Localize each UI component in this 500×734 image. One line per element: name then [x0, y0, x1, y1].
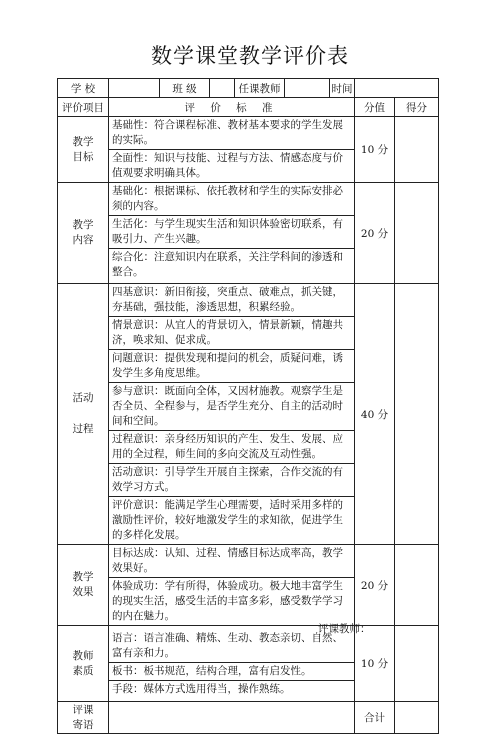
criterion: 体验成功：学有所得，体验成功。极大地丰富学生的现实生活，感受生活的丰富多彩，感受数学学习的内在魅力。	[112, 580, 343, 622]
section-row-content	[58, 183, 439, 284]
school-field[interactable]	[109, 79, 160, 98]
col-score-header: 分值	[355, 98, 395, 117]
teacher-field[interactable]	[285, 79, 330, 98]
criterion: 活动意识：引导学生开展自主探索，合作交流的有效学习方式。	[109, 464, 354, 497]
section-points-field[interactable]	[395, 183, 439, 284]
section-score: 20 分	[355, 183, 395, 284]
criterion: 板书：板书规范，结构合理，富有启发性。	[109, 662, 354, 680]
criterion: 生活化：与学生现实生活和知识体验密切联系，有吸引力、产生兴趣。	[109, 216, 354, 249]
section-score: 40 分	[355, 284, 395, 545]
criteria-cell	[109, 545, 355, 626]
page-title: 数学课堂教学评价表	[151, 44, 349, 68]
criterion: 参与意识：既面向全体，又因材施教。观察学生是否全员、全程参与，是否学生充分、自主的活动时间和空间。	[109, 383, 354, 431]
teacher-label: 任课教师	[235, 79, 285, 98]
criterion: 四基意识：新旧衔接，突重点、破难点，抓关键，夯基础，强技能，渗透思想，积累经验。	[109, 284, 354, 317]
criterion: 语言：语言准确、精炼、生动、教态亲切、自然、富有亲和力。	[109, 630, 354, 663]
summary-row	[58, 702, 439, 734]
criteria-cell	[109, 626, 355, 702]
criterion: 评价意识：能满足学生心理需要，适时采用多样的激励性评价，较好地激发学生的求知欲，促进学生的多样化发展。	[112, 499, 343, 541]
section-name: 教师 素质	[58, 626, 109, 702]
section-points-field[interactable]	[395, 545, 439, 626]
section-row-teacher	[58, 626, 439, 702]
criterion: 全面性：知识与技能、过程与方法、情感态度与价值观要求明确具体。	[112, 152, 343, 179]
col-criteria-header: 评 价 标 准	[109, 98, 355, 117]
time-label: 时间	[330, 79, 355, 98]
evaluator-signature-label: 评课教师：	[318, 623, 371, 635]
col-points-header: 得分	[395, 98, 439, 117]
criterion: 过程意识：亲身经历知识的产生、发生、发展、应用的全过程，师生间的多向交流及互动性强。	[109, 431, 354, 464]
section-name: 活动 过程	[58, 284, 109, 545]
total-field[interactable]	[395, 702, 439, 734]
criteria-cell	[109, 284, 355, 545]
section-score: 20 分	[355, 545, 395, 626]
section-name: 教学 内容	[58, 183, 109, 284]
section-points-field[interactable]	[395, 284, 439, 545]
criterion: 目标达成：认知、过程、情感目标达成率高，教学效果好。	[109, 545, 354, 578]
section-row-effect	[58, 545, 439, 626]
comment-label: 评课 寄语	[58, 702, 109, 734]
comment-field[interactable]	[109, 702, 355, 734]
criterion: 综合化：注意知识内在联系，关注学科间的渗透和整合。	[112, 251, 343, 278]
criterion: 手段：媒体方式选用得当，操作熟练。	[112, 682, 291, 695]
criteria-cell	[109, 183, 355, 284]
criterion: 情景意识：从宜人的背景切入，情景新颖，情趣共济，唤求知、促求成。	[109, 317, 354, 350]
section-name: 教学 效果	[58, 545, 109, 626]
total-label: 合计	[355, 702, 395, 734]
info-row	[58, 79, 439, 98]
section-row-goals	[58, 117, 439, 183]
school-label: 学 校	[58, 79, 109, 98]
criterion: 问题意识：提供发现和提问的机会，质疑问难，诱发学生多角度思维。	[109, 350, 354, 383]
criteria-cell	[109, 117, 355, 183]
col-item-header: 评价项目	[58, 98, 109, 117]
section-row-process	[58, 284, 439, 545]
criterion: 基础性：符合课程标准、教材基本要求的学生发展的实际。	[109, 117, 354, 150]
section-score: 10 分	[355, 117, 395, 183]
time-field[interactable]	[355, 79, 439, 98]
section-points-field[interactable]	[395, 117, 439, 183]
criterion: 基础化：根据课标、依托教材和学生的实际安排必须的内容。	[109, 183, 354, 216]
class-field[interactable]	[210, 79, 235, 98]
section-points-field[interactable]	[395, 626, 439, 702]
section-score: 10 分	[355, 626, 395, 702]
column-header-row	[58, 98, 439, 117]
section-name: 教学 目标	[58, 117, 109, 183]
class-label: 班 级	[160, 79, 210, 98]
evaluation-table	[57, 78, 439, 734]
